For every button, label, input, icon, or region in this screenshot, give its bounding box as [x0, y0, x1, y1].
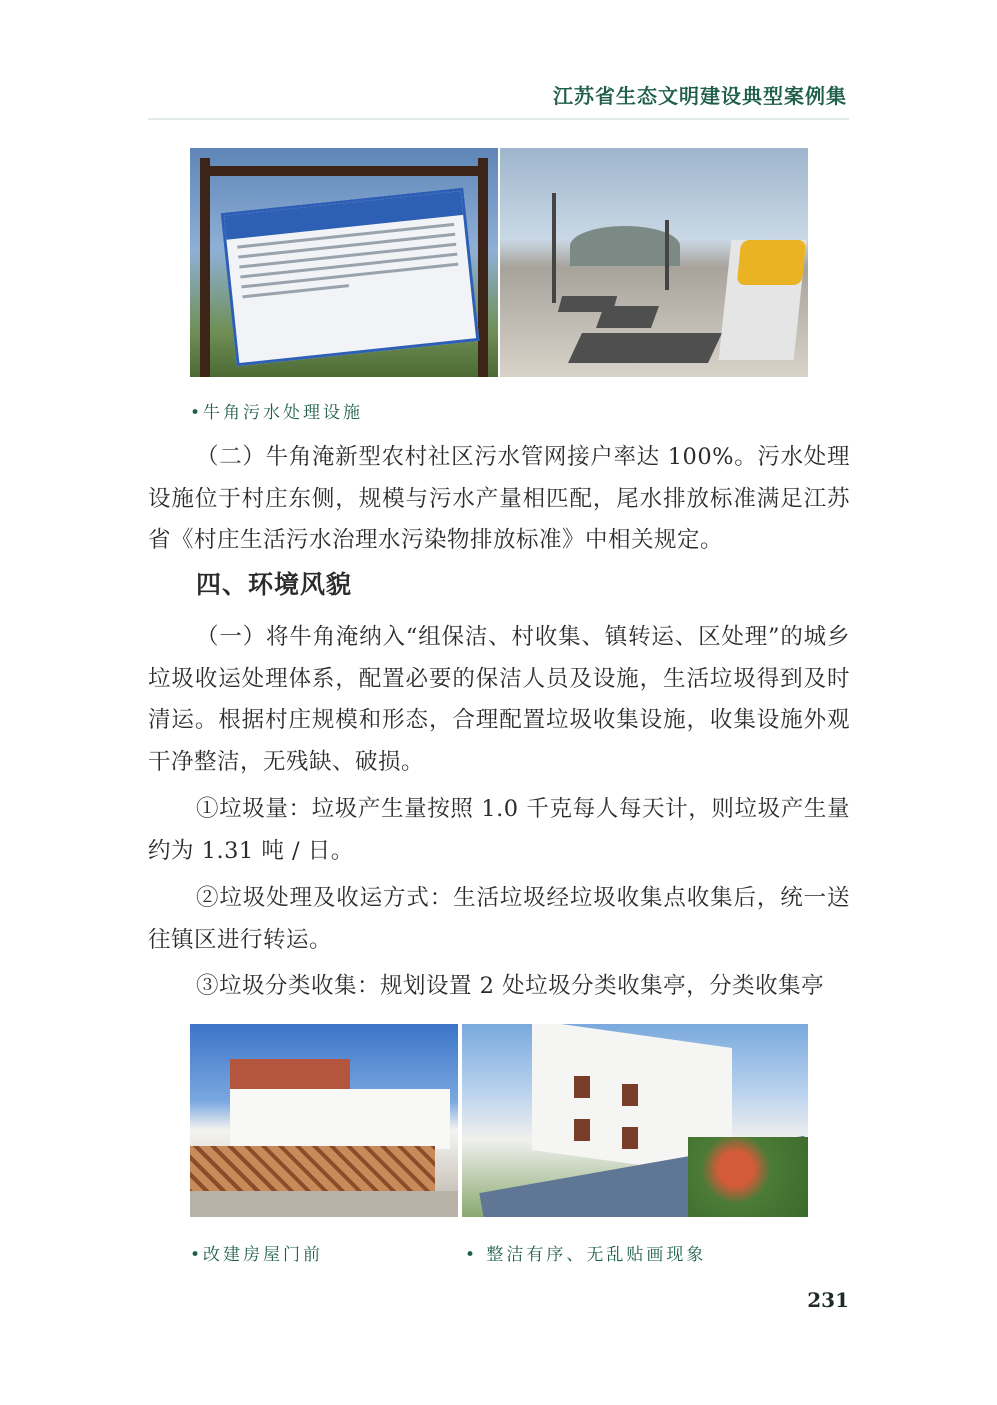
section-heading: 四、环境风貌	[196, 570, 353, 599]
photo-tidy-street	[462, 1024, 808, 1217]
paragraph-sewage: （二）牛角淹新型农村社区污水管网接户率达 100%。污水处理设施位于村庄东侧，规模与污水产量相匹配，尾水排放标准满足江苏省《村庄生活污水治理水污染物排放标准》中相关规定。	[148, 444, 850, 553]
paragraph-garbage-sorting: ③垃圾分类收集：规划设置 2 处垃圾分类收集亭，分类收集亭	[196, 973, 825, 999]
photo-sewage-signboard	[190, 148, 498, 377]
header-divider	[148, 118, 849, 120]
paragraph-garbage-transport: ②垃圾处理及收运方式：生活垃圾经垃圾收集点收集后，统一送往镇区进行转运。	[148, 885, 850, 953]
page-number: 231	[807, 1288, 849, 1312]
figure-caption-house: •改建房屋门前	[190, 1245, 324, 1265]
photo-renovated-house-front	[190, 1024, 458, 1217]
running-header: 江苏省生态文明建设典型案例集	[553, 84, 847, 108]
photo-sewage-facility	[500, 148, 808, 377]
paragraph-environment: （一）将牛角淹纳入“组保洁、村收集、镇转运、区处理”的城乡垃圾收运处理体系，配置必要的保洁人员及设施，生活垃圾得到及时清运。根据村庄规模和形态，合理配置垃圾收集设施，收集设施外观干净整洁，无残缺、破损。	[148, 624, 850, 775]
paragraph-garbage-amount: ①垃圾量：垃圾产生量按照 1.0 千克每人每天计，则垃圾产生量约为 1.31 吨 / 日。	[148, 796, 850, 864]
figure-caption-street: • 整洁有序、无乱贴画现象	[465, 1245, 707, 1265]
figure-caption-sewage: •牛角污水处理设施	[190, 403, 364, 423]
